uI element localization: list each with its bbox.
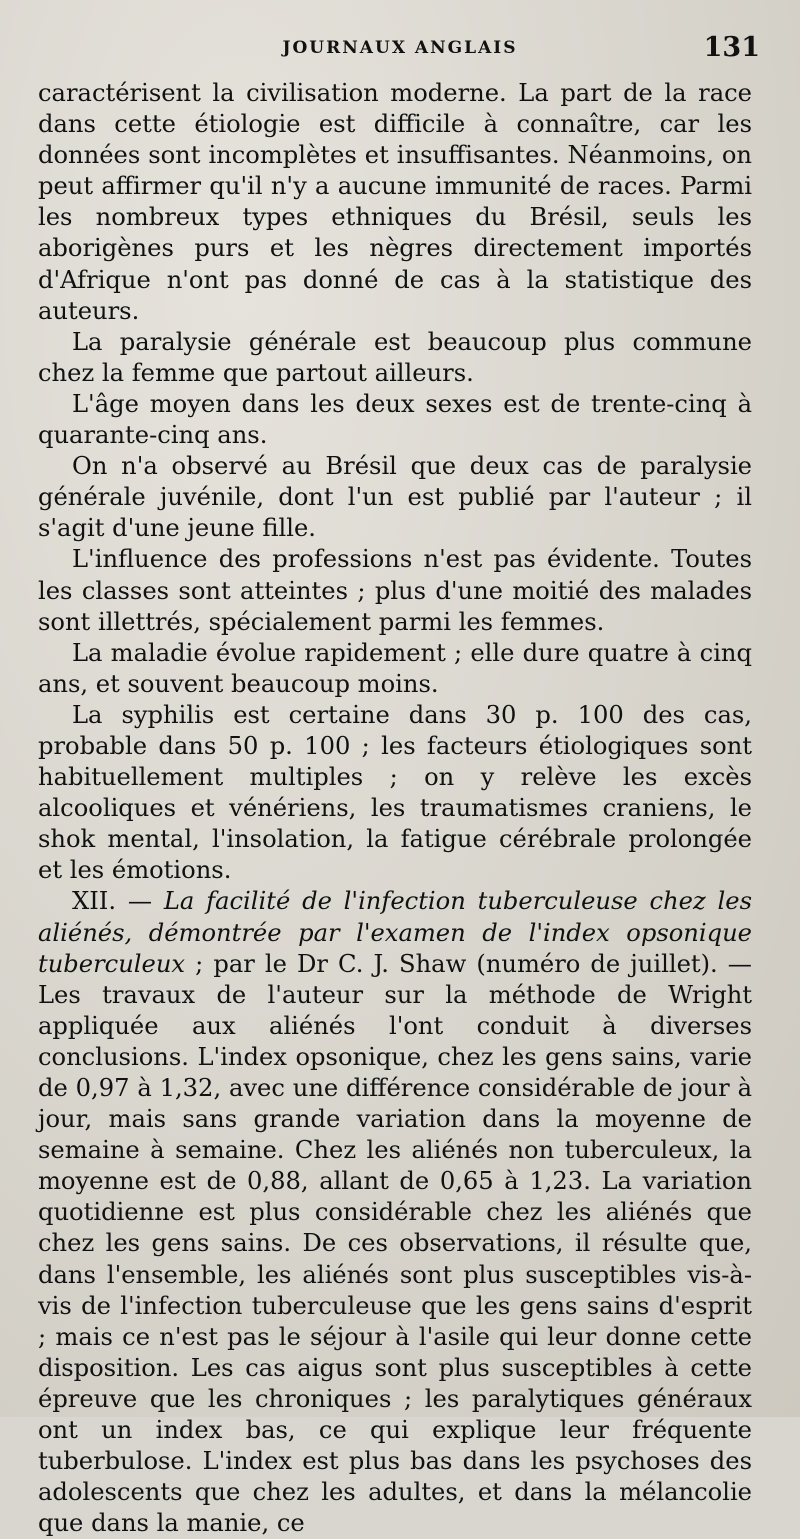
page-header <box>40 30 760 66</box>
paragraph-text: ; par le Dr C. J. Shaw (numéro de juillet). — Les travaux de l'auteur sur la méthode de Wright appliquée aux aliénés l'ont conduit à diverses conclusions. L'index opsonique, chez les gens sains, varie de 0,97 à 1,32, avec une différence considérable de jour à jour, mais sans grande variation dans la moyenne de semaine à semaine. Chez les aliénés non tuberculeux, la moyenne est de 0,88, allant de 0,65 à 1,23. La variation quotidienne est plus considérable chez les aliénés que chez les gens sains. De ces observations, il résulte que, dans l'ensemble, les aliénés sont plus susceptibles vis-à-vis de l'infection tuberculeuse que les gens sains d'esprit ; mais ce n'est pas le séjour à l'asile qui leur donne cette disposition. Les cas aigus sont plus susceptibles à cette épreuve que les chroniques ; les paralytiques généraux ont un index bas, ce qui explique leur fréquente tuberbulose. L'index est plus bas dans les psychoses des adolescents que chez les adultes, et dans la mélancolie que dans la manie, ce <box>38 949 752 1538</box>
page-body <box>38 78 752 1539</box>
paragraph-text: La maladie évolue rapidement ; elle dure quatre à cinq ans, et souvent beaucoup moins. <box>38 638 752 698</box>
paragraph-text: L'âge moyen dans les deux sexes est de trente-cinq à quarante-cinq ans. <box>38 389 752 450</box>
paragraph-text: On n'a observé au Brésil que deux cas de paralysie générale juvénile, dont l'un est publié par l'auteur ; il s'agit d'une jeune fille. <box>38 452 752 543</box>
article-title: La facilité de l'infection tuberculeuse chez les aliénés, démontrée par l'examen de l'index opsonique tuberculeux <box>38 887 752 978</box>
paragraph-continued <box>38 78 752 327</box>
paragraph <box>38 700 752 887</box>
section-xii-paragraph <box>38 886 752 1539</box>
paragraph-text: L'influence des professions n'est pas évidente. Toutes les classes sont atteintes ; plus d'une moitié des malades sont illettrés, spécialement parmi les femmes. <box>38 545 752 636</box>
page-number: 131 <box>703 32 760 63</box>
running-title: JOURNAUX ANGLAIS <box>282 38 518 58</box>
paragraph <box>38 638 752 700</box>
paragraph <box>38 327 752 389</box>
paragraph-text: La paralysie générale est beaucoup plus commune chez la femme que partout ailleurs. <box>38 327 752 387</box>
paragraph-text: La syphilis est certaine dans 30 p. 100 des cas, probable dans 50 p. 100 ; les facteurs étiologiques sont habituellement multiples ; on y relève les excès alcooliques et vénériens, les traumatismes craniens, le shok mental, l'insolation, la fatigue cérébrale prolongée et les émotions. <box>38 700 752 885</box>
paragraph <box>38 389 752 451</box>
section-number: XII. — <box>72 887 164 916</box>
paragraph-text: caractérisent la civilisation moderne. La part de la race dans cette étiologie est difficile à connaître, car les données sont incomplètes et insuffisantes. Néanmoins, on peut affirmer qu'il n'y a aucune immunité de races. Parmi les nombreux types ethniques du Brésil, seuls les aborigènes purs et les nègres directement importés d'Afrique n'ont pas donné de cas à la statistique des auteurs. <box>38 79 752 325</box>
paragraph <box>38 451 752 544</box>
paragraph <box>38 544 752 637</box>
